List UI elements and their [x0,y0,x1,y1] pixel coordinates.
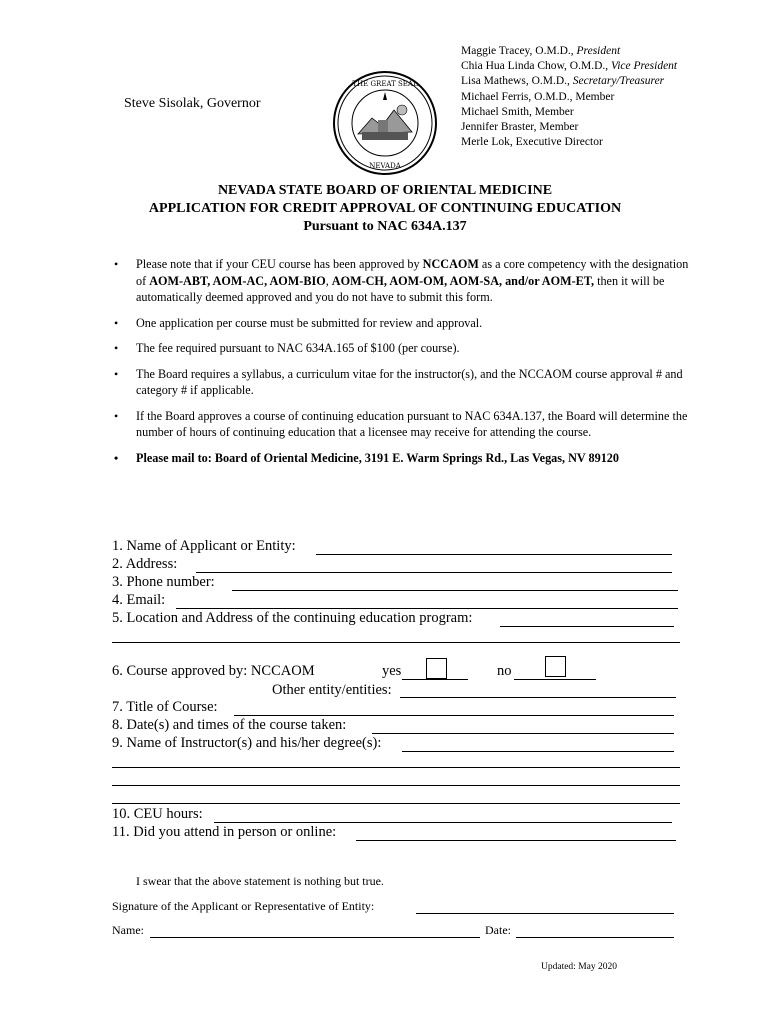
instruction-item: • One application per course must be submitted for review and approval. [110,315,690,332]
board-member: Michael Smith, Member [461,105,574,118]
governor-name: Steve Sisolak, Governor [124,96,261,111]
title-line-1: NEVADA STATE BOARD OF ORIENTAL MEDICINE [217,183,553,198]
instructor-field[interactable] [402,751,674,752]
ceu-hours-field[interactable] [214,822,672,823]
date-label: Date: [485,923,511,937]
instruction-item: • The fee required pursuant to NAC 634A.165 of $100 (per course). [110,340,690,357]
state-seal-logo [332,70,438,176]
course-title-label: 7. Title of Course: [112,699,218,715]
yes-label: yes [382,663,402,679]
yes-underline [402,679,468,680]
board-member: Merle Lok, Executive Director [461,136,603,149]
location-label: 5. Location and Address of the continuing education program: [112,610,473,626]
instructor-label: 9. Name of Instructor(s) and his/her degree(s): [112,735,382,751]
location-field[interactable] [500,626,674,627]
instructions-list [110,256,690,475]
updated-date: Updated: May 2020 [541,962,617,972]
no-label: no [497,663,512,679]
board-member: Michael Ferris, O.M.D., Member [461,90,615,103]
board-member-list [461,44,677,150]
signature-label: Signature of the Applicant or Representative of Entity: [112,899,375,913]
yes-checkbox[interactable] [426,658,447,679]
board-member: Jennifer Braster, Member [461,121,579,134]
svg-text:THE GREAT SEAL: THE GREAT SEAL [352,80,418,88]
address-field[interactable] [196,572,672,573]
instruction-item: • If the Board approves a course of continuing education pursuant to NAC 634A.137, the Board will determine the number of hours of continuing education that a licensee may receive for attending the course. [110,408,690,441]
phone-field[interactable] [232,590,678,591]
date-field[interactable] [516,937,674,938]
dates-field[interactable] [372,733,674,734]
course-approved-label: 6. Course approved by: NCCAOM [112,663,315,679]
applicant-name-label: 1. Name of Applicant or Entity: [112,538,296,554]
no-checkbox[interactable] [545,656,566,677]
email-field[interactable] [176,608,678,609]
attendance-label: 11. Did you attend in person or online: [112,824,337,840]
board-member: Maggie Tracey, O.M.D., President [461,45,621,57]
other-entity-field[interactable] [400,697,676,698]
board-member: Lisa Mathews, O.M.D., Secretary/Treasurer [461,75,665,88]
svg-text:NEVADA: NEVADA [369,162,401,170]
attendance-field[interactable] [356,840,676,841]
title-line-3: Pursuant to NAC 634A.137 [303,219,467,234]
sworn-statement: I swear that the above statement is nothing but true. [136,874,384,888]
other-entity-label: Other entity/entities: [272,682,392,698]
no-underline [514,679,596,680]
instructor-field-line-4[interactable] [112,803,680,804]
instruction-item: • The Board requires a syllabus, a curriculum vitae for the instructor(s), and the NCCAOM course approval # and category # if applicable. [110,366,690,399]
title-line-2: APPLICATION FOR CREDIT APPROVAL OF CONTINUING EDUCATION [148,201,622,216]
instructor-field-line-2[interactable] [112,767,680,768]
mailing-address-item: • Please mail to: Board of Oriental Medicine, 3191 E. Warm Springs Rd., Las Vegas, NV 89120 [110,450,690,467]
applicant-name-field[interactable] [316,554,672,555]
address-label: 2. Address: [112,556,178,572]
instruction-item: • Please note that if your CEU course has been approved by NCCAOM as a core competency with the designation of AOM-ABT, AOM-AC, AOM-BIO, AOM-CH, AOM-OM, AOM-SA, and/or AOM-ET, then it will be automatically deemed approved and you do not have to submit this form. [110,256,690,306]
ceu-hours-label: 10. CEU hours: [112,806,203,822]
email-label: 4. Email: [112,592,166,608]
location-field-continued[interactable] [112,642,680,643]
dates-label: 8. Date(s) and times of the course taken: [112,717,347,733]
phone-label: 3. Phone number: [112,574,215,590]
signature-field[interactable] [416,913,674,914]
name-field[interactable] [150,937,480,938]
document-title [0,182,770,236]
board-member: Chia Hua Linda Chow, O.M.D., Vice President [461,60,678,73]
course-title-field[interactable] [234,715,674,716]
name-label: Name: [112,923,144,937]
instructor-field-line-3[interactable] [112,785,680,786]
